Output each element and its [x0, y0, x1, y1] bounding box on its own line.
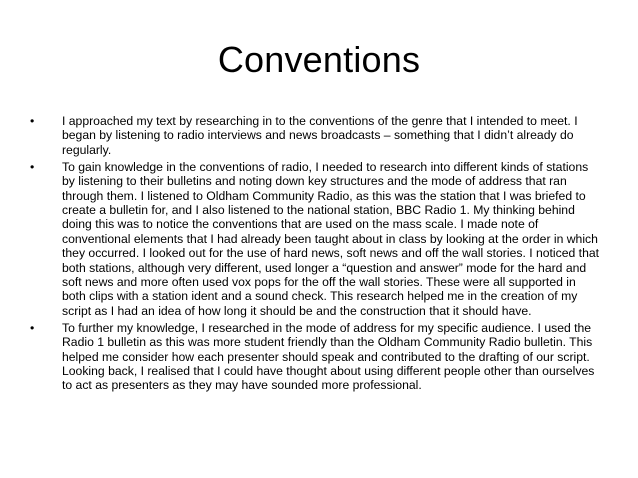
bullet-list — [30, 114, 602, 395]
bullet-text: To gain knowledge in the conventions of radio, I needed to research into different kinds of stations by listening to their bulletins and noting down key structures and the mode of address that ran through them. I listened to Oldham Community Radio, as this was the station that I was briefed to create a bulletin for, and I also listened to the national station, BBC Radio 1. My thinking behind doing this was to notice the conventions that are used on the mass scale. I made note of conventional elements that I had already been taught about in class by looking at the order in which they occurred. I looked out for the use of hard news, soft news and off the wall stories. I noticed that both stations, although very different, used longer a “question and answer” mode for the hard and soft news and more often used vox pops for the off the wall stories. These were all supported in both clips with a station ident and a sound check. This research helped me in the creation of my script as I had an idea of how long it should be and the construction that it should have. — [62, 159, 600, 318]
bullet-text: I approached my text by researching in to the conventions of the genre that I intended to meet. I began by listening to radio interviews and news broadcasts – something that I didn’t already do regularly. — [62, 114, 578, 157]
bullet-marker-icon: • — [30, 159, 35, 174]
bullet-item — [30, 160, 602, 318]
bullet-text: To further my knowledge, I researched in the mode of address for my specific audience. I used the Radio 1 bulletin as this was more student friendly than the Oldham Community Radio bulletin. This helped me consider how each presenter should speak and contributed to the drafting of our script. Looking back, I realised that I could have thought about using different people other than ourselves to act as presenters as they may have sounded more professional. — [62, 320, 595, 393]
bullet-marker-icon: • — [30, 114, 35, 128]
bullet-marker-icon: • — [30, 320, 35, 335]
bullet-item — [30, 321, 602, 393]
bullet-item — [30, 114, 602, 157]
slide-title: Conventions — [217, 39, 421, 80]
